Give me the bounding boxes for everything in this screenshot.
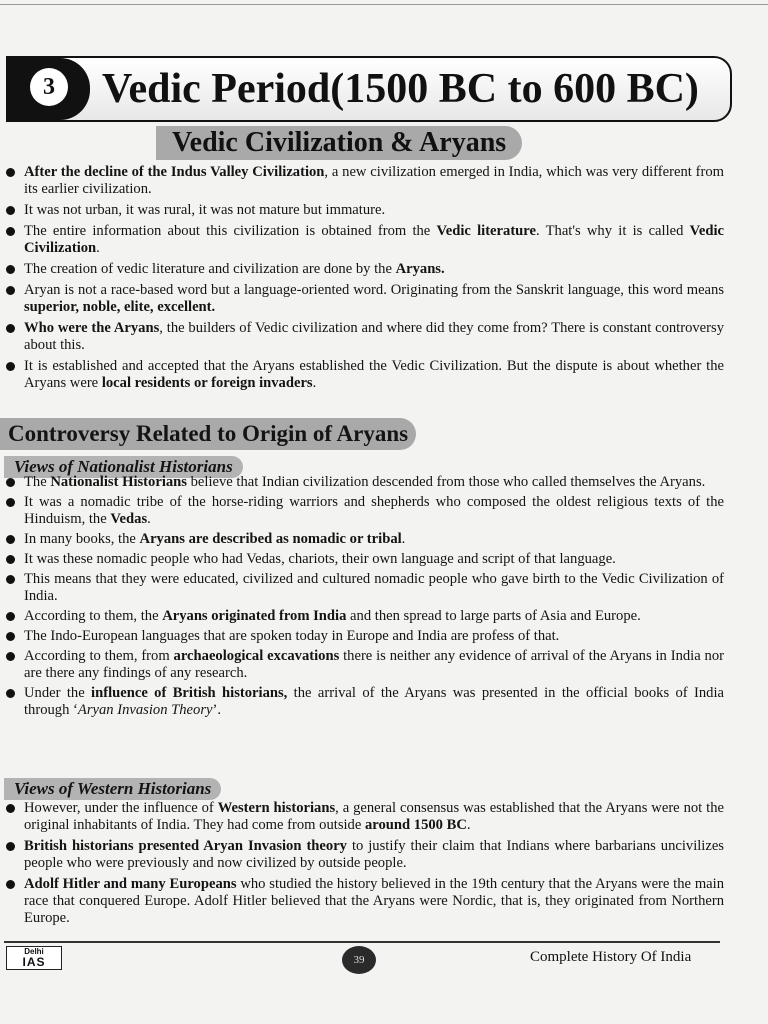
text-run: After the decline of the Indus Valley Civilization: [24, 164, 325, 180]
bullet-item: [0, 571, 768, 605]
text-run: It was these nomadic people who had Vedas, chariots, their own language and script of that language.: [24, 551, 616, 567]
text-run: In many books, the: [24, 531, 140, 547]
logo-text-bottom: IAS: [22, 955, 46, 969]
intro-bullet-list: [0, 164, 768, 396]
bullet-item: [0, 628, 768, 645]
chapter-header: [6, 56, 732, 122]
text-run: archaeological excavations: [173, 648, 340, 664]
text-run: superior, noble, elite, excellent.: [24, 299, 216, 315]
text-run: The entire information about this civilization is obtained from the: [24, 223, 437, 239]
publisher-logo: [6, 946, 62, 970]
text-run: However, under the influence of: [24, 800, 218, 816]
bullet-item: [0, 648, 768, 682]
subheading-western-historians: Views of Western Historians: [4, 778, 221, 800]
bullet-item: [0, 474, 768, 491]
text-run: who studied the history believed in the 19th century that the Aryans were the main race that conquered Europe. Adolf Hitler believed that the Aryans were Nordic, that is, they originated from Northern Europe.: [24, 876, 724, 926]
text-run: It is established and accepted that the Aryans established the Vedic Civilization. But the dispute is about whether the Aryans were: [24, 358, 724, 391]
bullet-item: [0, 358, 768, 392]
bullet-item: [0, 223, 768, 257]
text-run: According to them, the: [24, 608, 163, 624]
text-run: the arrival of the Aryans was presented in the official books of India through ‘: [24, 685, 724, 718]
section-heading-origin-controversy: Controversy Related to Origin of Aryans: [0, 418, 416, 450]
section-heading-vedic-civilization: Vedic Civilization & Aryans: [156, 126, 522, 160]
bullet-item: [0, 800, 768, 834]
bullet-item: [0, 164, 768, 198]
text-run: there is neither any evidence of arrival of the Aryans in India nor are there any findings of any research.: [24, 648, 724, 681]
text-run: Aryan Invasion Theory: [77, 702, 213, 718]
text-run: According to them, from: [24, 648, 174, 664]
text-run: Vedic literature: [436, 223, 536, 239]
text-run: The creation of vedic literature and civilization are done by the: [24, 261, 396, 277]
page-number: 39: [342, 946, 376, 974]
book-title: Complete History Of India: [530, 949, 692, 965]
text-run: Adolf Hitler and many Europeans: [24, 876, 237, 892]
western-bullet-list: [0, 800, 768, 931]
text-run: Aryans are described as nomadic or tribal: [139, 531, 402, 547]
bullet-item: [0, 876, 768, 927]
text-run: , the builders of Vedic civilization and where did they come from? There is constant controversy about this.: [24, 320, 724, 353]
text-run: Who were the Aryans: [24, 320, 160, 336]
text-run: Nationalist Historians: [50, 474, 187, 490]
bullet-item: [0, 494, 768, 528]
bullet-item: [0, 282, 768, 316]
bullet-item: [0, 838, 768, 872]
bullet-item: [0, 531, 768, 548]
text-run: The Indo-European languages that are spoken today in Europe and India are profess of that.: [24, 628, 560, 644]
text-run: Vedic Civilization: [24, 223, 724, 256]
text-run: It was not urban, it was rural, it was not mature but immature.: [24, 202, 386, 218]
text-run: influence of British historians,: [91, 685, 288, 701]
text-run: Vedas: [110, 511, 148, 527]
text-run: , a general consensus was established that the Aryans were not the original inhabitants of India. They had come from outside: [24, 800, 724, 833]
text-run: to justify their claim that Indians where barbarians uncivilizes people who were previously and now civilized by outside people.: [24, 838, 724, 871]
bullet-item: [0, 608, 768, 625]
text-run: .: [401, 531, 406, 547]
text-run: Aryan is not a race-based word but a language-oriented word. Originating from the Sanskrit language, this word means: [24, 282, 724, 298]
text-run: Western historians: [217, 800, 336, 816]
bullet-item: [0, 261, 768, 278]
text-run: around 1500 BC: [364, 817, 467, 833]
bullet-item: [0, 320, 768, 354]
text-run: . That's why it is called: [535, 223, 690, 239]
bullet-item: [0, 685, 768, 719]
logo-text-top: Delhi: [24, 947, 44, 956]
text-run: believe that Indian civilization descended from those who called themselves the Aryans.: [186, 474, 706, 490]
text-run: The: [24, 474, 51, 490]
text-run: local residents or foreign invaders: [101, 375, 313, 391]
text-run: Under the: [24, 685, 92, 701]
text-run: This means that they were educated, civilized and cultured nomadic people who gave birth to the Vedic Civilization of India.: [24, 571, 724, 604]
text-run: It was a nomadic tribe of the horse-riding warriors and shepherds who composed the oldest religious texts of the Hinduism, the: [24, 494, 724, 527]
chapter-title: Vedic Period(1500 BC to 600 BC): [102, 66, 699, 112]
text-run: .: [466, 817, 471, 833]
text-run: ’.: [212, 702, 222, 718]
text-run: .: [312, 375, 317, 391]
text-run: British historians presented Aryan Invasion theory: [24, 838, 347, 854]
subheading-nationalist-historians: Views of Nationalist Historians: [4, 456, 243, 478]
footer-divider: [4, 941, 720, 943]
text-run: Aryans.: [395, 261, 445, 277]
text-run: Aryans originated from India: [162, 608, 347, 624]
text-run: .: [96, 240, 100, 256]
text-run: , a new civilization emerged in India, which was very different from its earlier civilization.: [24, 164, 724, 197]
nationalist-bullet-list: [0, 474, 768, 722]
text-run: and then spread to large parts of Asia and Europe.: [346, 608, 641, 624]
bullet-item: [0, 202, 768, 219]
top-divider: [0, 4, 768, 5]
text-run: .: [147, 511, 151, 527]
bullet-item: [0, 551, 768, 568]
chapter-number: 3: [30, 68, 68, 106]
chapter-tab: [8, 58, 90, 120]
